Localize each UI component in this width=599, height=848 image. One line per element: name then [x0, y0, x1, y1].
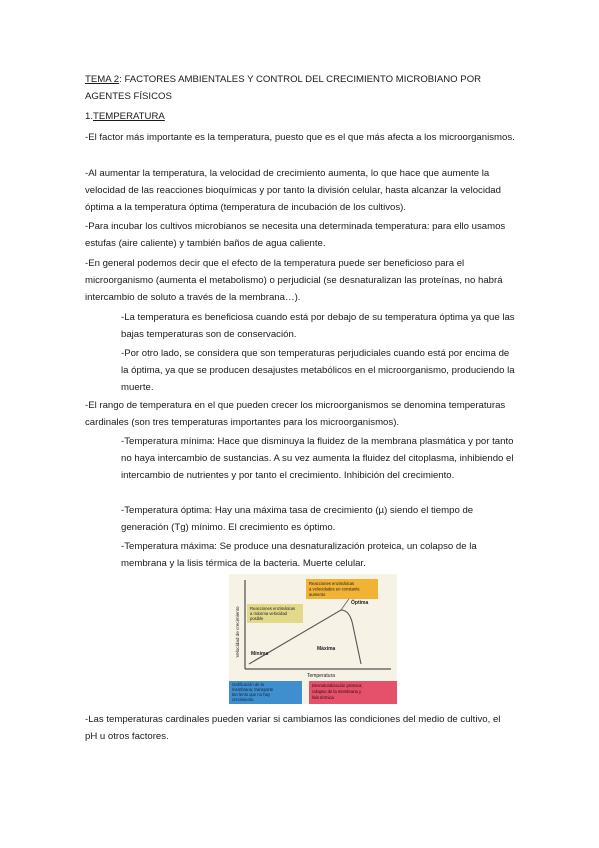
section-title: TEMPERATURA [93, 111, 165, 122]
box-membrane-gelification-line-2: membrana; transporte [232, 687, 274, 692]
section-heading [85, 108, 285, 125]
maxima-label: Máxima [317, 646, 336, 652]
paragraph-6: -Las temperaturas cardinales pueden variar si cambiamos las condiciones del medio de cultivo, el pH u otros factores. [85, 714, 501, 742]
box-protein-denaturation-line-1: Desnaturalización proteica; [312, 683, 363, 688]
box-protein-denaturation-line-3: lisis térmica [312, 695, 334, 700]
paragraph-4a: -La temperatura es beneficiosa cuando está por debajo de su temperatura óptima ya que las bajas temperaturas son de conservación. [121, 312, 515, 340]
y-axis-label: Velocidad de crecimiento [235, 606, 240, 658]
box-enzymes-max-speed-line-3: posible [250, 616, 264, 621]
paragraph-4b: -Por otro lado, se considera que son temperaturas perjudiciales cuando está por encima de la óptima, ya que se producen desajustes metabólicos en el microorganismo, produciendo la muerte. [121, 348, 515, 393]
temperature-growth-figure [229, 574, 397, 704]
paragraph-3: -Para incubar los cultivos microbianos se necesita una determinada temperatura: para ello usamos estufas (aire caliente) y también baños de agua caliente. [85, 221, 506, 249]
box-membrane-gelification-line-3: tan lento que no hay [232, 692, 270, 697]
box-enzymes-increasing-line-3: aumento [309, 592, 326, 597]
tema-title: : FACTORES AMBIENTALES Y CONTROL DEL CRECIMIENTO MICROBIANO POR AGENTES FÍSICOS [85, 74, 482, 102]
document-title [85, 71, 515, 105]
box-enzymes-max-speed-line-2: a máxima velocidad [250, 611, 288, 616]
paragraph-2: -Al aumentar la temperatura, la velocidad de crecimiento aumenta, lo que hace que aumente la velocidad de las reacciones bioquímicas y por tanto la división celular, hasta alcanzar la velocidad óptima a la temperatura óptima (temperatura de incubación de los cultivos). [85, 168, 501, 213]
paragraph-5: -El rango de temperatura en el que pueden crecer los microorganismos se denomina temperaturas cardinales (son tres temperaturas importantes para los microorganismos). [85, 400, 506, 428]
section-number: 1. [85, 111, 94, 122]
box-enzymes-increasing-line-1: Reacciones enzimáticas [309, 581, 355, 586]
box-enzymes-increasing-line-2: a velocidades en constante [309, 586, 360, 592]
box-protein-denaturation-line-2: colapso de la membrana y [312, 689, 362, 694]
paragraph-1: -El factor más importante es la temperatura, puesto que es el que más afecta a los microorganismos. [85, 132, 515, 143]
paragraph-5c: -Temperatura máxima: Se produce una desnaturalización proteica, un colapso de la membrana y la lisis térmica de la bacteria. Muerte celular. [121, 541, 477, 569]
paragraph-5a: -Temperatura mínima: Hace que disminuya la fluidez de la membrana plasmática y por tanto no haya intercambio de sustancias. A su vez aumenta la fluidez del citoplasma, inhibiendo el intercambio de nutrientes y por tanto el crecimiento. Inhibición del crecimiento. [121, 436, 514, 481]
optima-label: Óptima [351, 600, 369, 606]
minima-label: Mínima [251, 651, 269, 657]
box-enzymes-max-speed-line-1: Reacciones enzimáticas [250, 606, 296, 611]
box-membrane-gelification-line-4: crecimiento [232, 697, 254, 702]
box-membrane-gelification-line-1: Gelificación de la [232, 682, 264, 687]
tema-label: TEMA 2 [85, 74, 120, 85]
x-axis-label: Temperatura [306, 673, 336, 679]
paragraph-5b: -Temperatura óptima: Hay una máxima tasa de crecimiento (µ) siendo el tiempo de generación (Tg) mínimo. El crecimiento es óptimo. [121, 505, 474, 533]
paragraph-4: -En general podemos decir que el efecto de la temperatura puede ser beneficioso para el microorganismo (aumenta el metabolismo) o perjudicial (se desnaturalizan las proteínas, no habrá intercambio de soluto a través de la membrana…). [85, 258, 503, 303]
